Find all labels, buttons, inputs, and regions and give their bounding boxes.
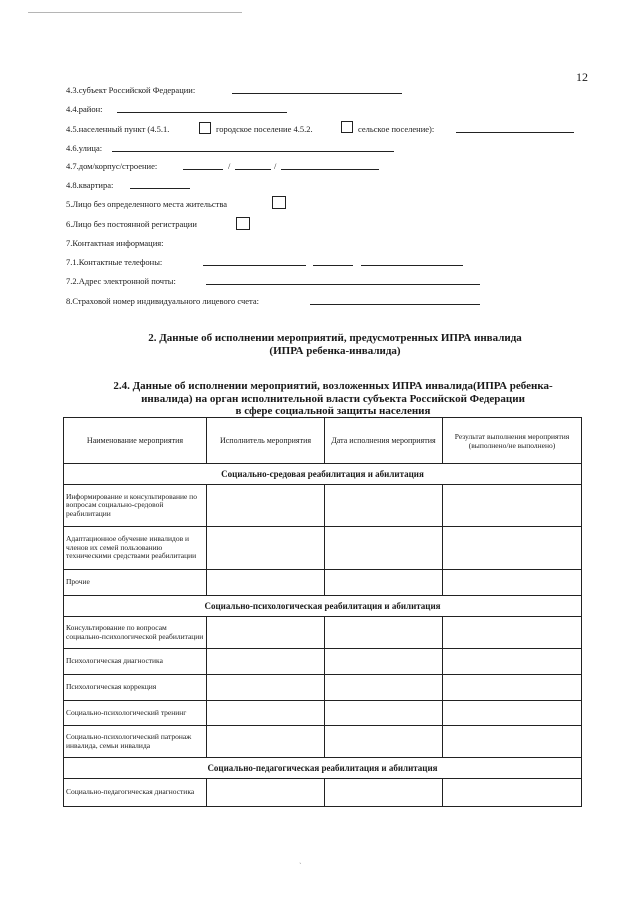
snils-input-line[interactable]: [310, 304, 480, 305]
subject-input-line[interactable]: [232, 93, 402, 94]
section-row: [64, 464, 582, 485]
date-cell[interactable]: [325, 570, 443, 596]
phone-input-line-3[interactable]: [361, 265, 463, 266]
row-name: Психологическая коррекция: [64, 675, 207, 701]
house-separator-2: /: [274, 161, 277, 171]
phone-input-line-1[interactable]: [203, 265, 306, 266]
subject-label: 4.3.субъект Российской Федерации:: [66, 85, 196, 95]
urban-label: городское поселение 4.5.2.: [216, 124, 313, 134]
row-name: Консультирование по вопросам социально-психологической реабилитации: [64, 617, 207, 649]
email-label: 7.2.Адрес электронной почты:: [66, 276, 176, 286]
date-cell[interactable]: [325, 779, 443, 807]
date-cell[interactable]: [325, 675, 443, 701]
header-date: Дата исполнения мероприятия: [325, 418, 443, 464]
table-row: [64, 726, 582, 758]
result-cell[interactable]: [443, 570, 582, 596]
page-number: 12: [576, 70, 588, 84]
table-row: [64, 701, 582, 726]
date-cell[interactable]: [325, 701, 443, 726]
result-cell[interactable]: [443, 527, 582, 570]
no-registration-checkbox[interactable]: [236, 217, 250, 230]
row-name: Информирование и консультирование по вопросам социально-средовой реабилитации: [64, 485, 207, 527]
section-row: [64, 758, 582, 779]
settlement-prefix-label: 4.5.населенный пункт (4.5.1.: [66, 124, 170, 134]
executor-cell[interactable]: [207, 485, 325, 527]
date-cell[interactable]: [325, 485, 443, 527]
building-input-line[interactable]: [235, 169, 271, 170]
result-cell[interactable]: [443, 675, 582, 701]
date-cell[interactable]: [325, 649, 443, 675]
table-row: [64, 675, 582, 701]
executor-cell[interactable]: [207, 726, 325, 758]
table-row: [64, 779, 582, 807]
table-row: [64, 527, 582, 570]
email-input-line[interactable]: [206, 284, 480, 285]
contact-info-label: 7.Контактная информация:: [66, 238, 164, 248]
section-2-4-heading-line-1: 2.4. Данные об исполнении мероприятий, возложенных ИПРА инвалида(ИПРА ребенка-: [113, 380, 553, 392]
executor-cell[interactable]: [207, 570, 325, 596]
executor-cell[interactable]: [207, 779, 325, 807]
result-cell[interactable]: [443, 485, 582, 527]
section-2-heading: [100, 332, 570, 358]
settlement-input-line[interactable]: [456, 132, 574, 133]
executor-cell[interactable]: [207, 527, 325, 570]
row-name: Адаптационное обучение инвалидов и членов их семей пользованию техническими средствами реабилитации: [64, 527, 207, 570]
result-cell[interactable]: [443, 726, 582, 758]
row-name: Прочие: [64, 570, 207, 596]
section-2-heading-line-2: (ИПРА ребенка-инвалида): [269, 345, 401, 357]
street-label: 4.6.улица:: [66, 143, 103, 153]
rural-label: сельское поселение):: [358, 124, 435, 134]
district-label: 4.4.район:: [66, 104, 103, 114]
date-cell[interactable]: [325, 527, 443, 570]
result-cell[interactable]: [443, 649, 582, 675]
section-title-social-pedagogical: Социально-педагогическая реабилитация и абилитация: [64, 758, 582, 779]
section-2-4-heading-line-3: в сфере социальной защиты населения: [235, 405, 431, 417]
district-input-line[interactable]: [117, 112, 287, 113]
row-name: Социально-психологический патронаж инвалида, семьи инвалида: [64, 726, 207, 758]
apartment-label: 4.8.квартира:: [66, 180, 114, 190]
header-result: Результат выполнения мероприятия (выполнено/не выполнено): [443, 418, 582, 464]
homeless-checkbox[interactable]: [272, 196, 286, 209]
table-row: [64, 570, 582, 596]
section-title-social-psychological: Социально-психологическая реабилитация и абилитация: [64, 596, 582, 617]
header-name: Наименование мероприятия: [64, 418, 207, 464]
rural-checkbox[interactable]: [341, 121, 353, 133]
row-name: Психологическая диагностика: [64, 649, 207, 675]
no-registration-label: 6.Лицо без постоянной регистрации: [66, 219, 197, 229]
table-header-row: [64, 418, 582, 464]
result-cell[interactable]: [443, 617, 582, 649]
row-name: Социально-психологический тренинг: [64, 701, 207, 726]
table-row: [64, 485, 582, 527]
measures-table: [63, 417, 582, 807]
executor-cell[interactable]: [207, 649, 325, 675]
house-separator-1: /: [228, 161, 231, 171]
top-rule: [28, 12, 242, 13]
result-cell[interactable]: [443, 701, 582, 726]
executor-cell[interactable]: [207, 617, 325, 649]
result-cell[interactable]: [443, 779, 582, 807]
executor-cell[interactable]: [207, 675, 325, 701]
table-row: [64, 617, 582, 649]
table-row: [64, 649, 582, 675]
phones-label: 7.1.Контактные телефоны:: [66, 257, 163, 267]
row-name: Социально-педагогическая диагностика: [64, 779, 207, 807]
structure-input-line[interactable]: [281, 169, 379, 170]
street-input-line[interactable]: [112, 151, 394, 152]
apartment-input-line[interactable]: [130, 188, 190, 189]
header-executor: Исполнитель мероприятия: [207, 418, 325, 464]
house-input-line[interactable]: [183, 169, 223, 170]
section-row: [64, 596, 582, 617]
section-2-4-heading: [68, 380, 598, 418]
phone-input-line-2[interactable]: [313, 265, 353, 266]
house-label: 4.7.дом/корпус/строение:: [66, 161, 158, 171]
date-cell[interactable]: [325, 617, 443, 649]
scan-speck: ˴: [299, 858, 302, 867]
section-2-4-heading-line-2: инвалида) на орган исполнительной власти субъекта Российской Федерации: [141, 392, 525, 405]
executor-cell[interactable]: [207, 701, 325, 726]
urban-checkbox[interactable]: [199, 122, 211, 134]
section-title-social-environment: Социально-средовая реабилитация и абилитация: [64, 464, 582, 485]
snils-label: 8.Страховой номер индивидуального лицевого счета:: [66, 296, 259, 306]
section-2-heading-line-1: 2. Данные об исполнении мероприятий, предусмотренных ИПРА инвалида: [148, 332, 522, 344]
homeless-label: 5.Лицо без определенного места жительства: [66, 199, 228, 209]
date-cell[interactable]: [325, 726, 443, 758]
